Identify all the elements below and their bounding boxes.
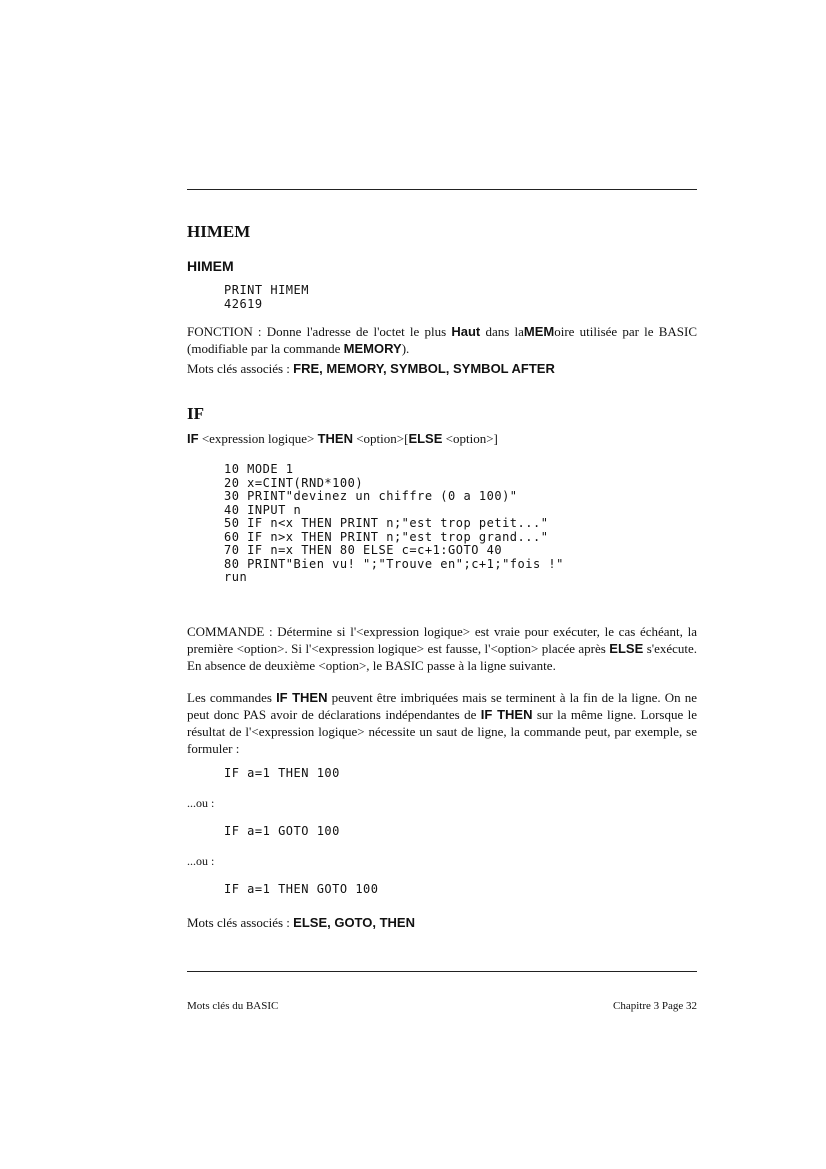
ou-label-2: ...ou : [187,854,215,868]
if-related [187,914,697,931]
ifthen-paragraph [187,689,697,757]
para2-text-3: sur la même ligne. Lorsque le résultat de l'<expression logique> nécessite un saut de ligne, la commande peut, par exemple, se formuler : [187,707,698,756]
syntax-if-opt2: <option>] [445,431,498,446]
para2-text-1: Les commandes [187,690,272,705]
section-title-himem: HIMEM [187,222,251,241]
syntax-himem: HIMEM [187,258,234,274]
code-example-1: IF a=1 THEN 100 [224,766,340,780]
top-rule [187,189,697,190]
syntax-if-expr: <expression logique> [201,431,315,446]
fonction-haut: Haut [451,324,481,339]
fonction-text-4: ). [401,341,410,356]
fonction-text-1: Donne l'adresse de l'octet le plus [266,324,447,339]
code-example-himem: PRINT HIMEM 42619 [224,283,309,311]
fonction-label: FONCTION : [187,324,262,339]
syntax-if-else: ELSE [408,431,443,446]
himem-related-keywords: FRE, MEMORY, SYMBOL, SYMBOL AFTER [293,361,555,376]
code-example-3: IF a=1 THEN GOTO 100 [224,882,379,896]
footer-page-number: Chapitre 3 Page 32 [612,1000,697,1012]
syntax-if-opt: <option>[ [356,431,409,446]
code-example-if: 10 MODE 1 20 x=CINT(RND*100) 30 PRINT"devinez un chiffre (0 a 100)" 40 INPUT n 50 IF n<x THEN PRINT n;"est trop petit..." 60 IF n>x THEN PRINT n;"est trop grand..." 70 IF n=x THEN 80 ELSE c=c+1:GOTO 40 80 PRINT"Bien vu! ";"Trouve en";c+1;"fois !" run [224,462,564,584]
fonction-paragraph [187,323,697,357]
fonction-memory: MEMORY [343,341,402,356]
commande-text-1: Détermine si l'<expression logique> est vraie pour exécuter, le cas échéant, la première <option>. Si l'<expression logique> est fausse, l'<option> placée après [187,624,697,656]
ou-label-1: ...ou : [187,796,215,810]
code-example-2: IF a=1 GOTO 100 [224,824,340,838]
para2-text-2: peuvent être imbriquées mais se terminent à la fin de la ligne. On ne peut donc PAS avoir de déclarations indépendantes de [187,690,697,722]
fonction-text-3: oire utilisée par le BASIC (modifiable par la commande [187,324,698,356]
himem-related-label: Mots clés associés : [187,361,290,376]
para2-ifthen-2: IF THEN [480,707,533,722]
commande-else: ELSE [609,641,644,656]
syntax-if-kw: IF [187,431,199,446]
commande-label: COMMANDE : [187,624,273,639]
para2-ifthen: IF THEN [276,690,328,705]
bottom-rule [187,971,697,972]
syntax-if-then: THEN [317,431,353,446]
commande-paragraph [187,623,697,674]
if-related-keywords: ELSE, GOTO, THEN [293,915,415,930]
fonction-text-2: dans la [485,324,524,339]
himem-related [187,360,697,377]
footer-left: Mots clés du BASIC [187,1000,279,1012]
fonction-mem: MEM [523,324,555,339]
syntax-if [187,430,697,447]
if-related-label: Mots clés associés : [187,915,290,930]
section-title-if: IF [187,404,204,423]
commande-text-2: s'exécute. En absence de deuxième <option>, le BASIC passe à la ligne suivante. [187,641,698,673]
